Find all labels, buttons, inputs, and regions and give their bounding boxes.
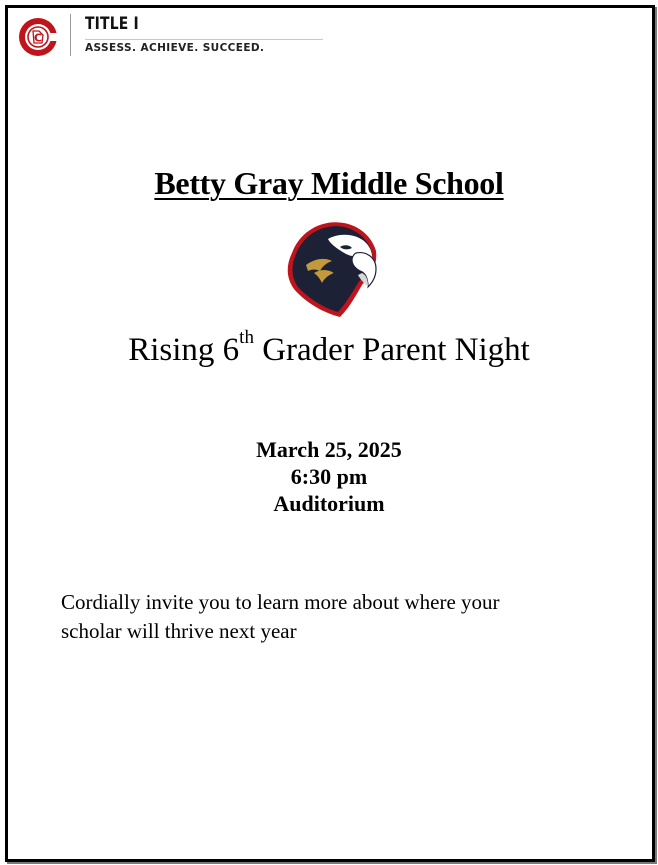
school-name: Betty Gray Middle School (154, 165, 504, 201)
event-date: March 25, 2025 (256, 437, 402, 462)
event-title (0, 327, 658, 369)
header-title: TITLE I (85, 14, 139, 34)
event-title-superscript: th (239, 327, 254, 348)
header-divider (70, 14, 71, 56)
invitation-line-2: scholar will thrive next year (61, 619, 297, 643)
school-title (0, 165, 658, 202)
document-page (5, 5, 655, 862)
invitation-line-1: Cordially invite you to learn more about where your (61, 590, 500, 614)
event-details (0, 436, 658, 517)
falcon-mascot-icon (278, 213, 382, 319)
invitation-text (61, 588, 581, 646)
event-title-suffix: Grader Parent Night (253, 332, 530, 368)
title-i-header (17, 14, 327, 58)
header-tagline: ASSESS. ACHIEVE. SUCCEED. (85, 42, 265, 54)
event-location: Auditorium (273, 491, 385, 516)
header-rule (85, 39, 323, 40)
title-i-logo-icon (17, 16, 59, 58)
logo-letter: C (33, 31, 43, 45)
event-time: 6:30 pm (290, 464, 368, 489)
event-title-prefix: Rising 6 (128, 332, 240, 368)
